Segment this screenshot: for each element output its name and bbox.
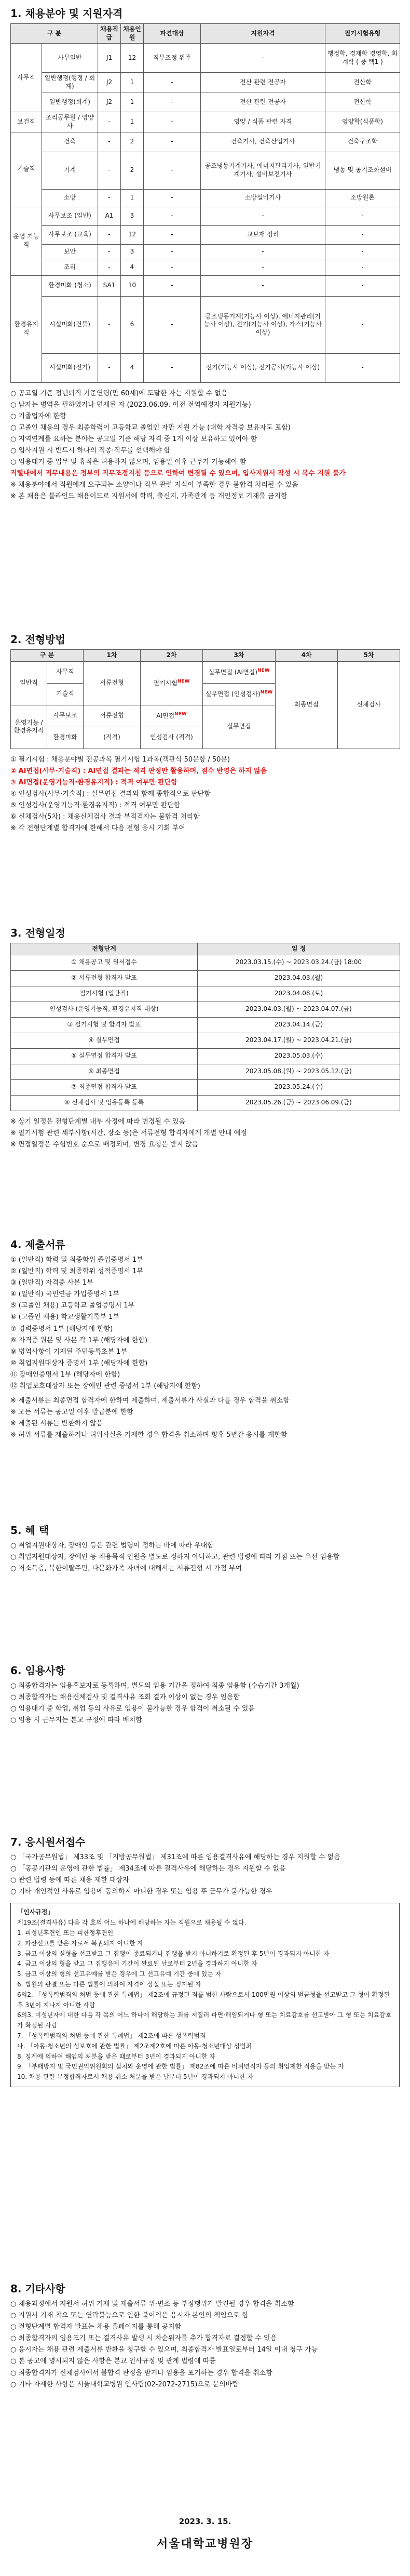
cell: 서류전형 <box>84 705 141 727</box>
list-item: ① (일반직) 학력 및 최종학위 졸업증명서 1부 <box>10 1256 143 1264</box>
note-line: ※ 제출된 서류는 반환하지 않음 <box>10 1420 103 1428</box>
cell: - <box>144 189 201 207</box>
note-line: ※ 상기 일정은 전형단계별 내부 사정에 따라 변경될 수 있음 <box>10 1117 185 1126</box>
cell: 인성검사 (적격) <box>141 727 203 749</box>
note-line: ※ 각 전형단계별 합격자에 한해서 다음 전형 응시 기회 부여 <box>10 824 185 833</box>
cell: 기술직 <box>11 132 42 207</box>
cell <box>203 661 276 683</box>
list-item: ○ 최종합격자는 임용후보자로 등록하며, 별도의 임용 기간을 정하여 최종 임용함 (수습기간 3개월) <box>10 1682 299 1690</box>
cell: - <box>144 73 201 92</box>
cell: - <box>98 132 121 152</box>
cell: - <box>144 92 201 112</box>
section-benefits <box>10 1522 400 1574</box>
cell: 환경유지 직 <box>11 275 42 382</box>
cell: J2 <box>98 73 121 92</box>
regulation-line: 4. 금고 이상의 형을 받고 그 집행유예 기간이 완료된 날로부터 2년을 경과하지 아니한 자 <box>17 1960 257 1968</box>
new-badge: NEW <box>174 711 187 717</box>
section-title: 2. 전형방법 <box>10 633 65 646</box>
cell: 사무일반 <box>42 44 98 73</box>
cell: 2 <box>121 132 144 152</box>
regulation-line: 3. 금고 이상의 실형을 선고받고 그 집행이 종료되거나 집행을 받지 아니하기로 확정된 후 5년이 경과되지 아니한 자 <box>17 1950 330 1957</box>
cell: 교보재 정리 <box>201 225 325 244</box>
section-title: 4. 제출서류 <box>10 1238 65 1251</box>
list-item: ○ 최종합격자는 채용신체검사 및 결격사유 조회 결과 이상이 없는 경우 임용함 <box>10 1693 240 1702</box>
cell: 4 <box>121 353 144 382</box>
cell: - <box>325 244 400 260</box>
cell: - <box>98 152 121 189</box>
header-category: 구 분 <box>11 24 98 44</box>
table-row <box>11 970 400 986</box>
list-item: ⑪ 장애인증명서 1부 (해당자에 한함) <box>10 1370 120 1379</box>
cell: 2023.04.08.(토) <box>198 986 400 1002</box>
other-list <box>10 2299 400 2391</box>
cell: 전산 관련 전공자 <box>201 73 325 92</box>
cell: 행정학, 경제학 경영학, 회계학 ( 중 택1 ) <box>325 44 400 73</box>
cell: 사무보조 (일반) <box>42 207 98 225</box>
list-item: ○ 응시자는 채용 관련 제출서류 반환을 청구할 수 있으며, 최종합격자 발표일로부터 14일 이내 청구 가능 <box>10 2346 318 2354</box>
cell: 영양 / 식품 관련 자격 <box>201 112 325 132</box>
list-item: ② (일반직) 학력 및 최종학위 성적증명서 1부 <box>10 1267 143 1276</box>
cell: 사무보조 (교육) <box>42 225 98 244</box>
regulation-line: 1. 피성년후견인 또는 피한정후견인 <box>17 1929 114 1937</box>
cell: 환경미화 <box>47 727 84 749</box>
note-line: ⑥ 신체검사(5차) : 채용신체검사 결과 부적격자는 불합격 처리함 <box>10 813 200 821</box>
cell: - <box>325 353 400 382</box>
cell: 직무조정 위주 <box>144 44 201 73</box>
cell: - <box>144 112 201 132</box>
section-other <box>10 2280 400 2391</box>
list-item: ③ (일반직) 자격증 사본 1부 <box>10 1279 93 1287</box>
cell: - <box>144 132 201 152</box>
cell: - <box>325 207 400 225</box>
table-row <box>11 112 400 132</box>
cell: - <box>201 207 325 225</box>
cell-text: AI면접 <box>156 712 175 719</box>
list-item: ○ 「공공기관의 운영에 관한 법률」 제34조에 따른 결격사유에 해당하는 경우 지원할 수 없음 <box>10 1865 286 1873</box>
header-stage-1: 1차 <box>84 650 141 662</box>
header-grade: 채용직급 <box>98 24 121 44</box>
cell: 영양학(식품학) <box>325 112 400 132</box>
disqualification-list <box>10 1852 400 1898</box>
cell: 3 <box>121 244 144 260</box>
note-line: ※ 채용분야에서 직원에게 요구되는 소양이나 직무 관련 지식이 부족한 경우 불합격 처리될 수 있음 <box>10 481 298 489</box>
list-item: ⑫ 취업보호대상자 또는 장애인 관련 증명서 1부 (해당자에 한함) <box>10 1382 200 1391</box>
table-row <box>11 44 400 73</box>
table-row <box>11 73 400 92</box>
cell-text: 실무면접 (인성검사) <box>205 690 261 698</box>
cell: 소방 <box>42 189 98 207</box>
table-header-row <box>11 943 400 955</box>
cell: 최종면접 <box>276 661 338 749</box>
regulation-line: 6의2. 「성폭력범죄의 처벌 등에 관한 특례법」 제2조에 규정된 죄를 범한 사람으로서 100만원 이상의 벌금형을 선고받고 그 형이 확정된 후 3년이 지나지 아니한 사람 <box>17 1991 390 2009</box>
cell: - <box>201 44 325 73</box>
cell: 냉동 및 공기조화설비 <box>325 152 400 189</box>
cell: 기술직 <box>47 683 84 705</box>
table-row <box>11 353 400 382</box>
list-item: ⑤ (고졸인 채용) 고등학교 졸업증명서 1부 <box>10 1302 135 1310</box>
section-title: 7. 응시원서접수 <box>10 1836 86 1848</box>
warning-note: 직렬내에서 직무내용은 정부의 직무조정지침 등으로 인하여 변경될 수 있으며, 입사지원서 작성 시 복수 지원 불가 <box>10 470 346 478</box>
regulation-line: 6. 법원의 판결 또는 다른 법률에 의하여 자격이 상실 또는 정지된 자 <box>17 1980 201 1988</box>
list-item: ⑩ 취업지원대상자 증명서 1부 (해당자에 한함) <box>10 1359 148 1367</box>
cell: - <box>144 260 201 275</box>
cell: 일반행정(회계) <box>42 92 98 112</box>
list-item: ④ (일반직) 국민연금 가입증명서 1부 <box>10 1290 119 1299</box>
regulation-line: 10. 채용 관련 부정합격자로서 채용 취소 처분을 받은 날부터 5년이 경과되지 아니한 자 <box>17 2073 254 2081</box>
cell: 소방설비기사 <box>201 189 325 207</box>
cell: 보건직 <box>11 112 42 132</box>
cell: - <box>98 225 121 244</box>
note-line: ○ 남자는 병역을 필하였거나 면제된 자 (2023.06.09. 이전 전역예정자 지원가능) <box>10 401 251 409</box>
cell: 사무보조 <box>47 705 84 727</box>
cell: J1 <box>98 44 121 73</box>
cell: - <box>201 275 325 296</box>
cell: 전산 관련 전공자 <box>201 92 325 112</box>
cell: (적격) <box>84 727 141 749</box>
header-stage-2: 2차 <box>141 650 203 662</box>
list-item: ○ 취업지원대상자, 장애인 등 채용목적 인원을 별도로 정하지 아니하고, 관련 법령에 따라 가점 또는 우선 임용함 <box>10 1553 340 1561</box>
note-line: ○ 기졸업자에 한함 <box>10 412 66 420</box>
cell: 서류전형 <box>84 661 141 705</box>
note-line: ※ 허위 서류를 제출하거나 허위사실을 기재한 경우 합격을 취소하며 향후 5년간 응시를 제한함 <box>10 1431 288 1439</box>
cell: ④ 실무면접 <box>11 1033 198 1048</box>
list-item: ○ 최종합격자가 신체검사에서 불합격 판정을 받거나 임용을 포기하는 경우 합격을 취소함 <box>10 2369 272 2377</box>
table-row <box>11 244 400 260</box>
cell: - <box>144 207 201 225</box>
appointment-list <box>10 1680 400 1726</box>
table-row <box>11 207 400 225</box>
cell: - <box>98 189 121 207</box>
cell: - <box>98 112 121 132</box>
list-item: ○ 기타 개인적인 사유로 임용에 동의하지 아니한 경우 또는 임용 후 근무가 불가능한 경우 <box>10 1888 272 1896</box>
note-line: ※ 필기시험 관련 세부사항(시간, 장소 등)은 서류전형 합격자에게 개별 안내 예정 <box>10 1129 247 1137</box>
cell: 인성검사 (운영기능직, 환경유지직 대상) <box>11 1002 198 1017</box>
cell: - <box>98 353 121 382</box>
cell: 10 <box>121 275 144 296</box>
header-count: 채용인원 <box>121 24 144 44</box>
list-item: ⑥ (고졸인 채용) 학교생활기록부 1부 <box>10 1313 119 1322</box>
cell: 1 <box>121 112 144 132</box>
schedule-table <box>10 943 400 1111</box>
selection-table <box>10 649 400 749</box>
cell: 2023.05.03.(수) <box>198 1048 400 1064</box>
note-line: ○ 지역연계를 요하는 분야는 공고일 기준 해당 자격 중 1개 이상 보유하고 있어야 함 <box>10 435 257 443</box>
cell: ② 서류전형 합격자 발표 <box>11 970 198 986</box>
cell: 신체검사 <box>338 661 400 749</box>
cell: - <box>325 260 400 275</box>
regulation-line: 5. 금고 이상의 형의 선고유예를 받은 경우에 그 선고유예 기간 중에 있는 자 <box>17 1970 222 1978</box>
header-date: 일 정 <box>198 943 400 955</box>
regulation-line: 제19조(결격사유) 다음 각 호의 어느 하나에 해당하는 자는 직원으로 채용될 수 없다. <box>17 1919 247 1927</box>
note-line: ○ 공고일 기준 정년퇴직 기준연령(만 60세)에 도달한 자는 지원할 수 없음 <box>10 389 228 397</box>
header-dispatch: 파견대상 <box>144 24 201 44</box>
table-header-row <box>11 650 400 662</box>
table-row <box>11 661 400 683</box>
cell: J2 <box>98 92 121 112</box>
list-item: ○ 임용 시 근무지는 본교 규정에 따라 배치함 <box>10 1716 142 1725</box>
cell: 건축기사, 건축산업기사 <box>201 132 325 152</box>
cell: ⑤ 실무면접 합격자 발표 <box>11 1048 198 1064</box>
section-title: 6. 임용사항 <box>10 1664 65 1677</box>
table-row <box>11 1095 400 1111</box>
warning-note: ③ AI면접(운영기능직·환경유지직) : 적격 여부만 판단함 <box>10 778 177 786</box>
list-item: ○ 임용대기 중 학업, 취업 등의 사유로 임용이 불가능한 경우 합격이 취소될 수 있음 <box>10 1705 255 1713</box>
cell-text: 실무면접 (AI면접) <box>208 668 257 676</box>
note-line: ④ 인성검사(사무·기술직) : 실무면접 결과와 함께 종합적으로 판단함 <box>10 790 211 798</box>
cell: 2023.05.24.(수) <box>198 1079 400 1095</box>
cell: - <box>98 244 121 260</box>
table-row <box>11 1079 400 1095</box>
cell: 4 <box>121 260 144 275</box>
cell: 2023.05.26.(금) ~ 2023.06.09.(금) <box>198 1095 400 1111</box>
cell: 공조냉동기계기사, 에너지관리기사, 일반기계기사, 설비보전기사 <box>201 152 325 189</box>
header-stage: 전형단계 <box>11 943 198 955</box>
regulation-line: 나. 「아동·청소년의 성보호에 관한 법률」 제2조제2호에 따른 아동·청소년대상 성범죄 <box>17 2042 252 2050</box>
note-line: ○ 임용대기 중 업무 및 휴직은 허용하지 않으며, 임용일 이후 근무가 가능해야 함 <box>10 458 247 466</box>
cell: - <box>201 244 325 260</box>
section-title: 8. 기타사항 <box>10 2283 65 2295</box>
cell <box>203 683 276 705</box>
table-row <box>11 955 400 970</box>
regulation-line: 6의3. 미성년자에 대한 다음 각 목의 어느 하나에 해당하는 죄를 저질러 파면·해임되거나 형 또는 치료감호를 선고받아 그 형 또는 치료감호가 확정된 사람 <box>17 2011 392 2030</box>
cell: - <box>144 225 201 244</box>
cell: 2023.04.03.(월) ~ 2023.04.07.(금) <box>198 1002 400 1017</box>
table-header-row <box>11 24 400 44</box>
table-row <box>11 1002 400 1017</box>
cell: 시설미화(건물) <box>42 296 98 353</box>
cell: 실무면접 <box>203 705 276 749</box>
cell: SA1 <box>98 275 121 296</box>
regulation-title: 「인사규정」 <box>17 1908 54 1916</box>
cell: 운영 기능직 <box>11 207 42 275</box>
cell: 건축구조학 <box>325 132 400 152</box>
cell: - <box>144 152 201 189</box>
cell: 12 <box>121 225 144 244</box>
section-notes <box>10 388 400 503</box>
list-item: ○ 지원서 기재 착오 또는 연락불능으로 인한 불이익은 응시자 본인의 책임으로 함 <box>10 2312 249 2320</box>
table-row <box>11 1064 400 1079</box>
cell: 2023.05.08.(월) ~ 2023.05.12.(금) <box>198 1064 400 1079</box>
cell: 2 <box>121 152 144 189</box>
list-item: ⑧ 자격증 원본 및 사본 각 1부 (해당자에 한함) <box>10 1336 148 1344</box>
note-line: ○ 고졸인 채용의 경우 최종학력이 고등학교 졸업인 자만 지원 가능 (대학 자격증 보유자도 포함) <box>10 423 291 432</box>
note-line: ※ 제출서류는 최종면접 합격자에 한하여 제출하며, 제출서류가 사실과 다를 경우 합격을 취소함 <box>10 1397 290 1405</box>
table-row <box>11 225 400 244</box>
notice-date: 2023. 3. 15. <box>179 2517 231 2526</box>
header-qualification: 지원자격 <box>201 24 325 44</box>
table-row <box>11 260 400 275</box>
cell: ① 채용공고 및 원서접수 <box>11 955 198 970</box>
list-item: ⑨ 병역사항이 기재된 주민등록초본 1부 <box>10 1347 127 1356</box>
header-exam-type: 필기시험유형 <box>325 24 400 44</box>
section-title: 5. 혜 택 <box>10 1524 49 1537</box>
cell: 사무직 <box>47 661 84 683</box>
regulation-line: 9. 「부패방지 및 국민권익위원회의 설치와 운영에 관한 법률」 제82조에 따른 비위면직자 등의 취업제한 적용을 받는 자 <box>17 2063 344 2071</box>
section-documents <box>10 1236 400 1442</box>
section-recruitment-fields <box>10 5 400 503</box>
cell: 전기(기능사 이상), 전기공사(기능사 이상) <box>201 353 325 382</box>
cell: - <box>325 225 400 244</box>
warning-note: ② AI면접(사무·기술직) : AI면접 결과는 적격 판정만 활용하며, 점수 반영은 하지 않음 <box>10 767 267 775</box>
note-line: ※ 면접일정은 수험번호 순으로 배정되며, 변경 요청은 받지 않음 <box>10 1140 199 1149</box>
cell: 사무직 <box>11 44 42 112</box>
cell: 1 <box>121 92 144 112</box>
note-line: ○ 입사지원 시 반드시 하나의 직종·직무를 선택해야 함 <box>10 447 171 455</box>
table-row <box>11 296 400 353</box>
recruitment-table <box>10 23 400 383</box>
cell <box>141 661 203 705</box>
cell: A1 <box>98 207 121 225</box>
table-row <box>11 986 400 1002</box>
list-item: ○ 기타 자세한 사항은 서울대학교병원 인사팀(02-2072-2715)으로 문의바람 <box>10 2380 239 2388</box>
cell: ⑦ 최종면접 합격자 발표 <box>11 1079 198 1095</box>
regulation-line: 2. 파산선고를 받은 자로서 복권되지 아니한 자 <box>17 1939 143 1947</box>
regulation-line: 7. 「성폭력범죄의 처벌 등에 관한 특례법」 제2조에 따른 성폭력범죄 <box>17 2032 206 2039</box>
list-item: ⑦ 경력증명서 1부 (해당자에 한함) <box>10 1325 113 1333</box>
section-appointment <box>10 1662 400 1726</box>
table-row <box>11 1017 400 1033</box>
cell: - <box>144 244 201 260</box>
list-item: ○ 관련 법령 등에 따른 채용 제한 대상자 <box>10 1876 129 1885</box>
cell: 필기시험 (일반직) <box>11 986 198 1002</box>
table-row <box>11 1048 400 1064</box>
cell: ⑧ 신체검사 및 임용등록 등록 <box>11 1095 198 1111</box>
section-notes <box>10 1116 400 1151</box>
cell: - <box>325 275 400 296</box>
section-selection-method <box>10 631 400 834</box>
cell: 보안 <box>42 244 98 260</box>
cell: ⑥ 최종면접 <box>11 1064 198 1079</box>
cell: 시설미화(전기) <box>42 353 98 382</box>
cell-text: 필기시험 <box>153 679 177 687</box>
list-item: ○ 본 공고에 명시되지 않은 사항은 본교 인사규정 및 관계 법령에 따름 <box>10 2357 216 2366</box>
cell: 전산학 <box>325 73 400 92</box>
benefit-list <box>10 1540 400 1574</box>
list-item: ○ 「국가공무원법」 제33조 및 「지방공무원법」 제31조에 따른 임용결격사유에 해당하는 경우 지원할 수 없음 <box>10 1853 340 1861</box>
cell: 2023.03.15.(수) ~ 2023.03.24.(금) 18:00 <box>198 955 400 970</box>
document-list <box>10 1254 400 1442</box>
list-item: ○ 전형단계별 합격자 발표는 채용 홈페이지를 통해 공지함 <box>10 2323 182 2331</box>
cell: 조리공무원 / 영양사 <box>42 112 98 132</box>
cell: - <box>144 275 201 296</box>
cell: 1 <box>121 73 144 92</box>
header-stage-3: 3차 <box>203 650 276 662</box>
cell: 12 <box>121 44 144 73</box>
list-item: ○ 취업지원대상자, 장애인 등은 관련 법령이 정하는 바에 따라 우대함 <box>10 1542 214 1550</box>
section-disqualification <box>10 1834 400 2087</box>
cell: ③ 필기시험 및 합격자 발표 <box>11 1017 198 1033</box>
section-title: 1. 채용분야 및 지원자격 <box>10 7 123 20</box>
cell: 6 <box>121 296 144 353</box>
header-category: 구 분 <box>11 650 84 662</box>
issuer-name: 서울대학교병원장 <box>156 2538 254 2551</box>
regulation-box <box>10 1903 400 2087</box>
cell: 2023.04.14.(금) <box>198 1017 400 1033</box>
table-row <box>11 132 400 152</box>
note-line: ※ 본 채용은 블라인드 채용이므로 지원서에 학력, 출신지, 가족관계 등 개인정보 기재를 금지함 <box>10 492 288 501</box>
section-schedule <box>10 925 400 1151</box>
cell: 1 <box>121 189 144 207</box>
new-badge: NEW <box>257 668 270 673</box>
regulation-line: 8. 징계에 의하여 해임의 처분을 받은 때로부터 3년이 경과되지 아니한 자 <box>17 2052 215 2060</box>
table-row <box>11 1033 400 1048</box>
cell: 기계 <box>42 152 98 189</box>
cell: 환경미화 (청소) <box>42 275 98 296</box>
cell: 일반직 <box>11 661 47 705</box>
new-badge: NEW <box>260 689 273 695</box>
table-row <box>11 152 400 189</box>
header-stage-5: 5차 <box>338 650 400 662</box>
table-row <box>11 92 400 112</box>
section-title: 3. 전형일정 <box>10 927 65 939</box>
cell: 3 <box>121 207 144 225</box>
cell: 건축 <box>42 132 98 152</box>
cell: 소방원론 <box>325 189 400 207</box>
cell: - <box>98 260 121 275</box>
cell: 조리 <box>42 260 98 275</box>
cell: - <box>144 353 201 382</box>
cell: - <box>201 260 325 275</box>
section-notes <box>10 754 400 835</box>
note-line: ⑤ 인성검사(운영기능직·환경유지직) : 적격 여부만 판단함 <box>10 801 181 809</box>
list-item: ○ 저소득층, 북한이탈주민, 다문화가족 자녀에 대해서는 서류전형 시 가점 부여 <box>10 1565 242 1573</box>
table-row <box>11 189 400 207</box>
header-stage-4: 4차 <box>276 650 338 662</box>
note-line: ※ 모든 서류는 공고일 이후 발급분에 한함 <box>10 1408 133 1417</box>
cell: - <box>98 296 121 353</box>
cell: 공조냉동기계(기능사 이상), 에너지관리(기능사 이상), 전기(기능사 이상), 가스(기능사 이상) <box>201 296 325 353</box>
cell: 2023.04.17.(월) ~ 2023.04.21.(금) <box>198 1033 400 1048</box>
cell: 전산학 <box>325 92 400 112</box>
list-item: ○ 최종합격자의 임용포기 또는 결격사유 발생 시 차순위자를 추가 합격자로 결정할 수 있음 <box>10 2334 277 2343</box>
cell <box>141 705 203 727</box>
list-item: ○ 채용과정에서 지원서 허위 기재 및 제출서류 위·변조 등 부정행위가 발견될 경우 합격을 취소함 <box>10 2300 294 2308</box>
new-badge: NEW <box>177 678 190 684</box>
cell: - <box>144 296 201 353</box>
cell: 2023.04.03.(월) <box>198 970 400 986</box>
table-row <box>11 275 400 296</box>
cell: 운영기능 / 환경유지직 <box>11 705 47 749</box>
note-line: ① 필기시험 : 채용분야별 전공과목 필기시험 1과목(객관식 50문항 / 50분) <box>10 755 230 764</box>
cell: 일반행정(행정 / 회계) <box>42 73 98 92</box>
cell: - <box>325 296 400 353</box>
